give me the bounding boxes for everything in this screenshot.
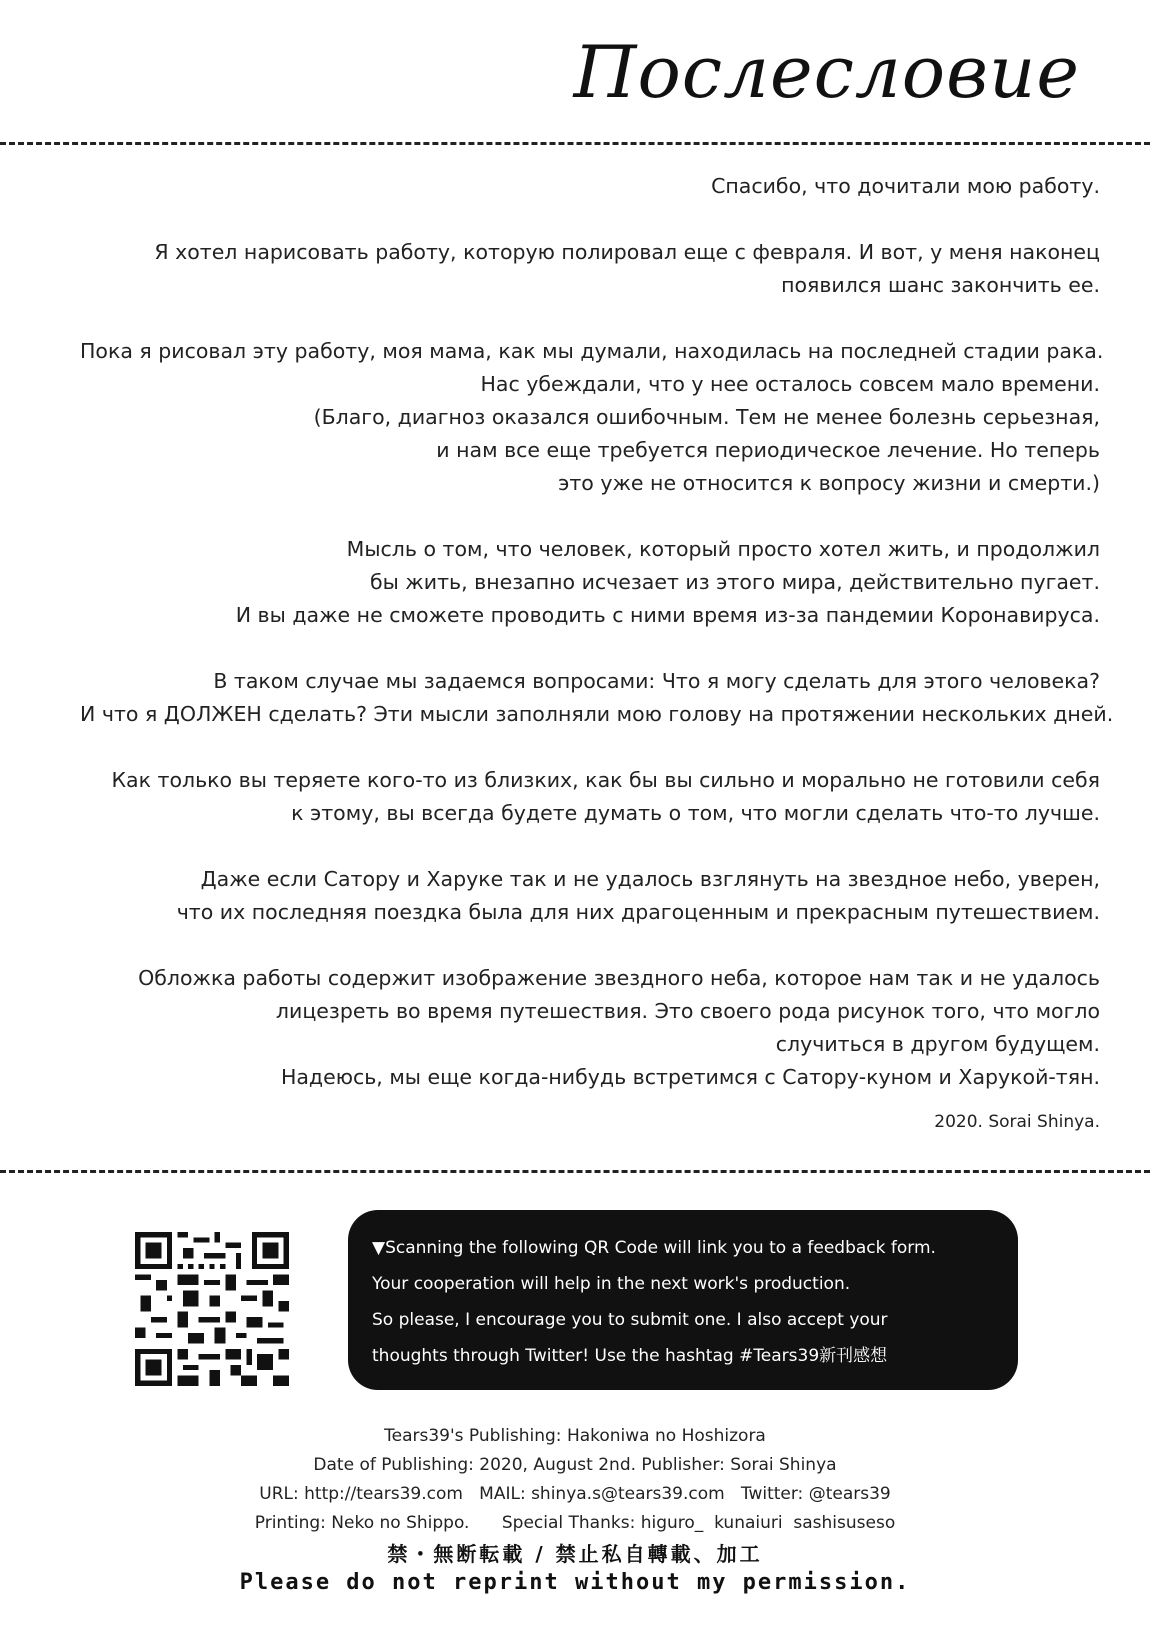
publishing-imprint xyxy=(0,1422,1150,1538)
imprint-line: Printing: Neko no Shippo. Special Thanks: higuro_ kunaiuri sashisuseso xyxy=(254,1513,896,1533)
notice-line: ▼Scanning the following QR Code will link you to a feedback form. xyxy=(372,1238,936,1258)
page-title: Послесловие xyxy=(573,30,1080,114)
text-line: В таком случае мы задаемся вопросами: Что я могу сделать для этого человека? xyxy=(213,669,1100,693)
text-line: появился шанс закончить ее. xyxy=(781,273,1100,297)
afterword-paragraph xyxy=(80,863,1100,929)
text-line: (Благо, диагноз оказался ошибочным. Тем не менее болезнь серьезная, xyxy=(313,405,1100,429)
text-line: лицезреть во время путешествия. Это своего рода рисунок того, что могло xyxy=(275,999,1100,1023)
text-line: Надеюсь, мы еще когда-нибудь встретимся с Сатору-куном и Харукой-тян. xyxy=(280,1065,1100,1089)
qr-code[interactable] xyxy=(135,1232,289,1386)
imprint-line: Tears39's Publishing: Hakoniwa no Hoshizora xyxy=(384,1426,766,1446)
reprint-ban-jp: 禁・無断転載 / 禁止私自轉載、加工 xyxy=(387,1542,763,1566)
notice-line: So please, I encourage you to submit one. I also accept your xyxy=(372,1310,888,1330)
afterword-paragraph xyxy=(80,962,1100,1094)
text-line: Даже если Сатору и Харуке так и не удалось взглянуть на звездное небо, уверен, xyxy=(200,867,1100,891)
reprint-ban-en: Please do not reprint without my permission. xyxy=(239,1570,911,1595)
text-line: Нас убеждали, что у нее осталось совсем мало времени. xyxy=(480,372,1100,396)
imprint-line: Date of Publishing: 2020, August 2nd. Publisher: Sorai Shinya xyxy=(313,1455,837,1475)
notice-line: Your cooperation will help in the next work's production. xyxy=(372,1274,851,1294)
afterword-paragraph xyxy=(80,335,1104,500)
text-line: И вы даже не сможете проводить с ними время из-за пандемии Коронавируса. xyxy=(235,603,1100,627)
text-line: Мысль о том, что человек, который просто хотел жить, и продолжил xyxy=(346,537,1100,561)
afterword-paragraph xyxy=(80,665,1114,731)
bottom-divider xyxy=(0,1170,1150,1173)
text-line: Спасибо, что дочитали мою работу. xyxy=(711,174,1100,198)
feedback-notice-box xyxy=(348,1210,1018,1390)
text-line: к этому, вы всегда будете думать о том, что могли сделать что-то лучше. xyxy=(291,801,1100,825)
afterword-paragraph xyxy=(80,533,1100,632)
afterword-paragraph xyxy=(80,764,1100,830)
author-signature: 2020. Sorai Shinya. xyxy=(934,1112,1100,1132)
text-line: И что я ДОЛЖЕН сделать? Эти мысли заполняли мою голову на протяжении нескольких дней. xyxy=(80,702,1114,726)
text-line: бы жить, внезапно исчезает из этого мира, действительно пугает. xyxy=(369,570,1100,594)
text-line: это уже не относится к вопросу жизни и смерти.) xyxy=(558,471,1100,495)
text-line: Я хотел нарисовать работу, которую полировал еще с февраля. И вот, у меня наконец xyxy=(154,240,1100,264)
text-line: что их последняя поездка была для них драгоценным и прекрасным путешествием. xyxy=(176,900,1100,924)
imprint-line: URL: http://tears39.com MAIL: shinya.s@tears39.com Twitter: @tears39 xyxy=(259,1484,891,1504)
afterword-text xyxy=(80,170,1114,1127)
afterword-paragraph xyxy=(80,236,1100,302)
text-line: Как только вы теряете кого-то из близких, как бы вы сильно и морально не готовили себя xyxy=(111,768,1100,792)
text-line: случиться в другом будущем. xyxy=(775,1032,1100,1056)
notice-line: thoughts through Twitter! Use the hashtag #Tears39新刊感想 xyxy=(372,1346,888,1366)
text-line: и нам все еще требуется периодическое лечение. Но теперь xyxy=(436,438,1100,462)
text-line: Обложка работы содержит изображение звездного неба, которое нам так и не удалось xyxy=(138,966,1100,990)
afterword-paragraph xyxy=(80,170,1100,203)
text-line: Пока я рисовал эту работу, моя мама, как мы думали, находилась на последней стадии рака. xyxy=(80,339,1104,363)
top-divider xyxy=(0,142,1150,145)
